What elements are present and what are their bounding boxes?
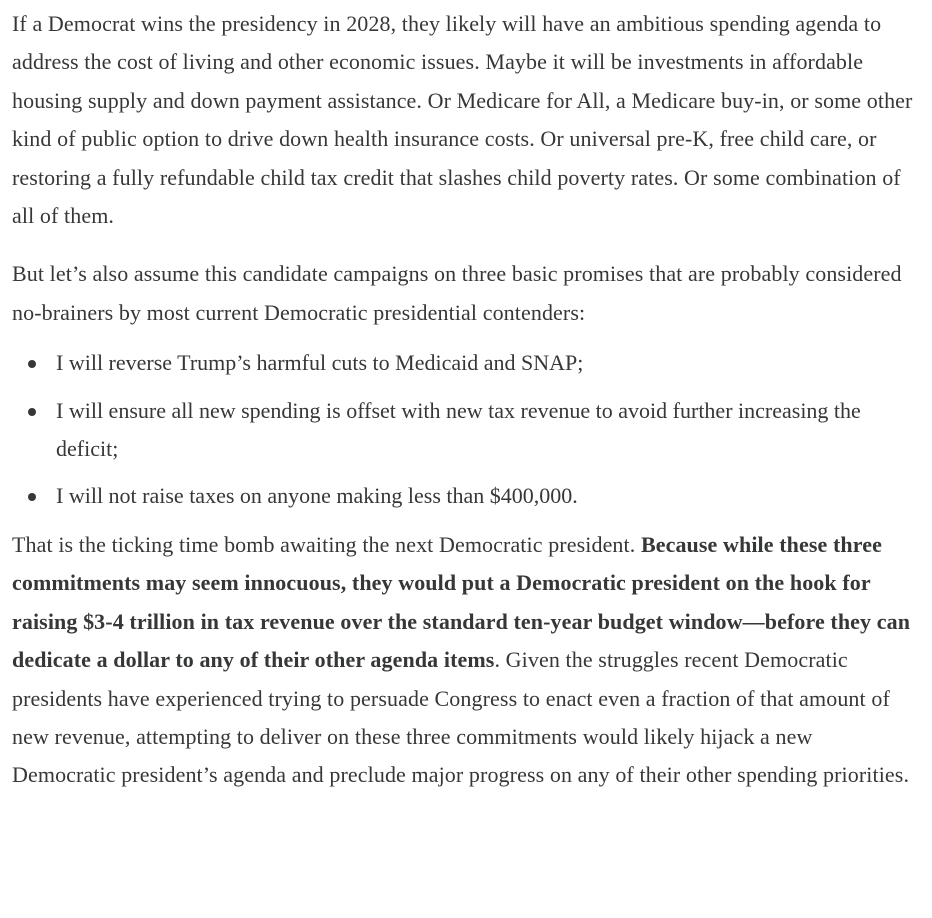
list-item	[56, 477, 920, 515]
promises-list	[12, 344, 920, 516]
paragraph-ticking-time-bomb	[12, 526, 920, 795]
article-body	[0, 5, 932, 795]
bullet-icon	[28, 493, 36, 501]
list-item-text: I will not raise taxes on anyone making less than $400,000.	[56, 483, 578, 509]
list-item-text: I will ensure all new spending is offset with new tax revenue to avoid further increasing the deficit;	[56, 397, 861, 462]
bullet-icon	[28, 408, 36, 416]
list-item-text: I will reverse Trump’s harmful cuts to Medicaid and SNAP;	[56, 350, 584, 376]
list-item	[56, 344, 920, 382]
paragraph-spending-agenda: If a Democrat wins the presidency in 2028, they likely will have an ambitious spending agenda to address the cost of living and other economic issues. Maybe it will be investments in affordable housing supply and down payment assistance. Or Medicare for All, a Medicare buy-in, or some other kind of public option to drive down health insurance costs. Or universal pre-K, free child care, or restoring a fully refundable child tax credit that slashes child poverty rates. Or some combination of all of them.	[12, 11, 913, 229]
list-item	[56, 392, 920, 469]
paragraph-rest-text: . Given the struggles recent Democratic presidents have experienced trying to persuade Congress to enact even a fraction of that amount of new revenue, attempting to deliver on these three commitments would likely hijack a new Democratic president’s agenda and preclude major progress on any of their other spending priorities.	[12, 647, 910, 788]
bold-emphasis-text: Because while these three commitments may seem innocuous, they would put a Democratic president on the hook for raising $3-4 trillion in tax revenue over the standard ten-year budget window—before they can dedicate a dollar to any of their other agenda items	[12, 531, 911, 673]
paragraph-intro-text: That is the ticking time bomb awaiting the next Democratic president.	[12, 531, 641, 557]
paragraph-three-promises-intro: But let’s also assume this candidate campaigns on three basic promises that are probably considered no-brainers by most current Democratic presidential contenders:	[12, 261, 902, 325]
bullet-icon	[28, 360, 36, 368]
